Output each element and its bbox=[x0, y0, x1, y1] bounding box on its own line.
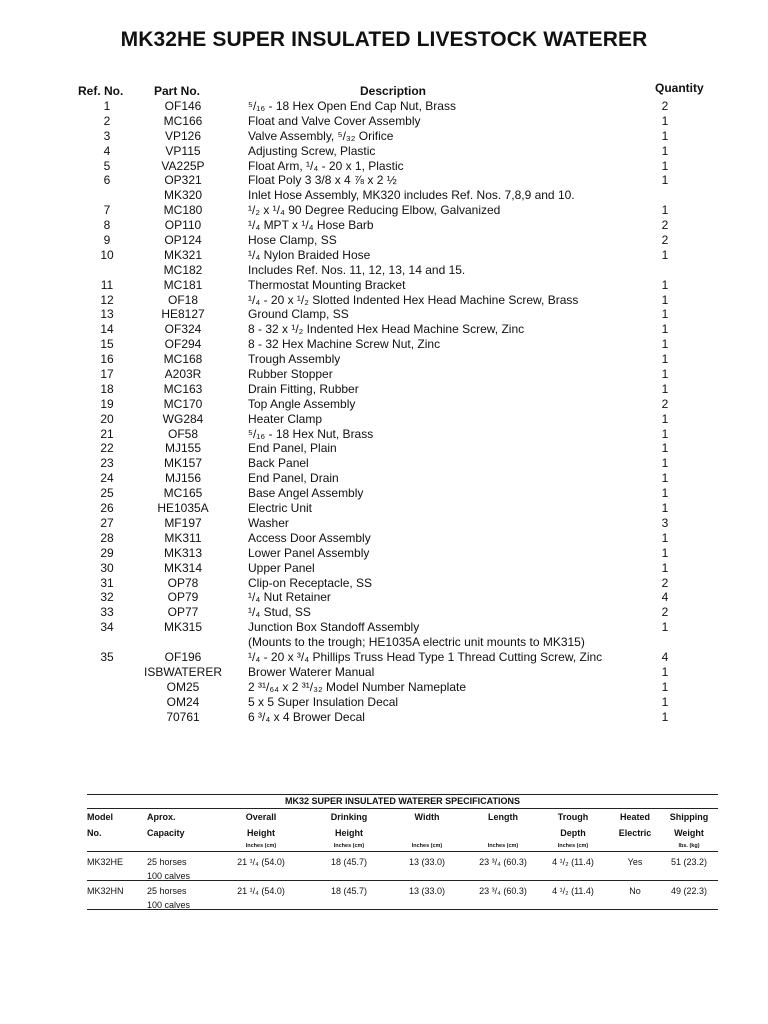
part-ref-no: 30 bbox=[100, 560, 114, 575]
part-description: ¹/₄ - 20 x ¹/₂ Slotted Indented Hex Head Machine Screw, Brass bbox=[248, 292, 579, 307]
part-ref-no: 28 bbox=[100, 530, 114, 545]
spec-capacity-2: 100 calves bbox=[147, 871, 191, 881]
part-quantity: 1 bbox=[661, 679, 669, 694]
spec-length: 23 ³/₄ (60.3) bbox=[479, 886, 527, 896]
spec-head-capacity-2: Capacity bbox=[147, 828, 185, 838]
part-quantity: 1 bbox=[661, 307, 669, 322]
part-quantity: 1 bbox=[661, 113, 669, 128]
part-description: 6 ³/₄ x 4 Brower Decal bbox=[248, 709, 365, 724]
part-number: OM25 bbox=[166, 679, 200, 694]
part-row bbox=[70, 367, 710, 382]
part-ref-no: 18 bbox=[100, 381, 114, 396]
part-description: Trough Assembly bbox=[248, 352, 341, 367]
spec-body bbox=[87, 852, 718, 910]
part-number: MK321 bbox=[163, 247, 203, 262]
spec-shipping-weight: 51 (23.2) bbox=[670, 857, 708, 867]
part-number: MC163 bbox=[163, 381, 203, 396]
part-ref-no: 29 bbox=[100, 545, 114, 560]
part-row bbox=[70, 665, 710, 680]
part-number: MK314 bbox=[163, 560, 203, 575]
spec-head-overall-2: Height bbox=[247, 828, 275, 838]
part-ref-no: 15 bbox=[100, 337, 114, 352]
part-number: MK157 bbox=[163, 456, 203, 471]
part-ref-no: 24 bbox=[100, 471, 114, 486]
part-row bbox=[70, 114, 710, 129]
part-number: HE8127 bbox=[161, 307, 205, 322]
part-description: Back Panel bbox=[248, 456, 309, 471]
part-number: MK313 bbox=[163, 545, 203, 560]
parts-body bbox=[70, 99, 710, 724]
header-description: Description bbox=[360, 84, 427, 98]
header-quantity: Quantity bbox=[655, 81, 704, 95]
part-ref-no: 6 bbox=[103, 173, 111, 188]
part-row bbox=[70, 486, 710, 501]
header-part-no: Part No. bbox=[154, 84, 201, 98]
spec-length: 23 ³/₄ (60.3) bbox=[479, 857, 527, 867]
part-quantity: 1 bbox=[661, 158, 669, 173]
part-ref-no: 34 bbox=[100, 620, 114, 635]
part-description: ¹/₄ Stud, SS bbox=[248, 605, 311, 620]
spec-model: MK32HN bbox=[87, 886, 124, 896]
part-row bbox=[70, 293, 710, 308]
spec-head-trough-2: Depth bbox=[560, 828, 586, 838]
part-description: Access Door Assembly bbox=[248, 530, 371, 545]
part-row bbox=[70, 546, 710, 561]
spec-drinking-height: 18 (45.7) bbox=[330, 857, 368, 867]
spec-drinking-height: 18 (45.7) bbox=[330, 886, 368, 896]
header-ref-no: Ref. No. bbox=[78, 84, 124, 98]
part-ref-no: 20 bbox=[100, 411, 114, 426]
part-quantity: 1 bbox=[661, 620, 669, 635]
part-ref-no: 4 bbox=[103, 143, 111, 158]
part-number: OP77 bbox=[167, 605, 199, 620]
part-quantity: 1 bbox=[661, 501, 669, 516]
part-quantity: 2 bbox=[661, 396, 669, 411]
part-description: End Panel, Drain bbox=[248, 471, 339, 486]
part-description: 5 x 5 Super Insulation Decal bbox=[248, 694, 399, 709]
part-ref-no: 32 bbox=[100, 590, 114, 605]
part-row bbox=[70, 501, 710, 516]
spec-row bbox=[87, 852, 718, 881]
part-row bbox=[70, 605, 710, 620]
part-description: Thermostat Mounting Bracket bbox=[248, 277, 406, 292]
spec-row bbox=[87, 881, 718, 910]
part-row bbox=[70, 263, 710, 278]
part-description: ⁵/₁₆ - 18 Hex Open End Cap Nut, Brass bbox=[248, 99, 456, 113]
part-ref-no: 12 bbox=[100, 292, 114, 307]
spec-overall-height: 21 ¹/₄ (54.0) bbox=[237, 857, 285, 867]
part-description: ¹/₂ x ¹/₄ 90 Degree Reducing Elbow, Galvanized bbox=[248, 203, 501, 218]
parts-header bbox=[70, 81, 710, 99]
part-description: ¹/₄ - 20 x ³/₄ Phillips Truss Head Type 1 Thread Cutting Screw, Zinc bbox=[248, 649, 603, 664]
part-row bbox=[70, 233, 710, 248]
part-ref-no: 13 bbox=[100, 307, 114, 322]
part-description: ¹/₄ Nylon Braided Hose bbox=[248, 247, 371, 262]
part-row bbox=[70, 337, 710, 352]
spec-head-capacity: Aprox. bbox=[147, 812, 176, 822]
part-quantity: 1 bbox=[661, 426, 669, 441]
part-quantity: 1 bbox=[661, 709, 669, 724]
spec-heated-electric: No bbox=[629, 886, 641, 896]
part-number: MC170 bbox=[163, 396, 203, 411]
part-description: 8 - 32 Hex Machine Screw Nut, Zinc bbox=[248, 337, 441, 352]
part-quantity: 2 bbox=[661, 99, 669, 113]
part-row bbox=[70, 590, 710, 605]
part-description: Float Arm, ¹/₄ - 20 x 1, Plastic bbox=[248, 158, 404, 173]
part-row bbox=[70, 531, 710, 546]
part-number: ISBWATERER bbox=[143, 664, 222, 679]
part-quantity: 1 bbox=[661, 173, 669, 188]
part-description: Heater Clamp bbox=[248, 411, 323, 426]
spec-head-heated: Heated bbox=[619, 812, 650, 822]
part-quantity: 1 bbox=[661, 337, 669, 352]
part-ref-no: 7 bbox=[103, 203, 111, 218]
part-row bbox=[70, 188, 710, 203]
part-number: OF18 bbox=[167, 292, 198, 307]
part-description: Valve Assembly, ⁵/₃₂ Orifice bbox=[248, 128, 394, 143]
part-description: Rubber Stopper bbox=[248, 367, 333, 382]
part-ref-no: 21 bbox=[100, 426, 114, 441]
part-number: 70761 bbox=[166, 709, 200, 724]
part-number: OF294 bbox=[164, 337, 202, 352]
spec-head-drinking-2: Height bbox=[335, 828, 363, 838]
part-number: MJ155 bbox=[164, 441, 202, 456]
part-number: WG284 bbox=[162, 411, 204, 426]
part-quantity: 1 bbox=[661, 203, 669, 218]
part-description: Ground Clamp, SS bbox=[248, 307, 349, 322]
part-quantity: 2 bbox=[661, 233, 669, 248]
part-number: OP124 bbox=[164, 233, 202, 248]
parts-list bbox=[70, 81, 710, 724]
part-number: MK311 bbox=[164, 530, 202, 545]
part-description: ¹/₄ Nut Retainer bbox=[248, 590, 331, 605]
part-number: OM24 bbox=[166, 694, 200, 709]
spec-overall-height: 21 ¹/₄ (54.0) bbox=[237, 886, 285, 896]
part-number: OF196 bbox=[164, 649, 202, 664]
part-row bbox=[70, 307, 710, 322]
part-quantity: 1 bbox=[661, 471, 669, 486]
part-description: End Panel, Plain bbox=[248, 441, 337, 456]
part-row bbox=[70, 144, 710, 159]
part-quantity: 1 bbox=[661, 560, 669, 575]
part-ref-no: 33 bbox=[100, 605, 114, 620]
part-quantity: 1 bbox=[661, 247, 669, 262]
spec-head-drinking: Drinking bbox=[330, 812, 368, 822]
part-row bbox=[70, 203, 710, 218]
spec-unit-width: Inches (cm) bbox=[411, 843, 443, 849]
spec-capacity: 25 horses bbox=[147, 886, 187, 896]
part-description: Hose Clamp, SS bbox=[248, 233, 337, 248]
part-quantity: 1 bbox=[661, 694, 669, 709]
spec-head-model: Model bbox=[87, 812, 113, 822]
part-ref-no: 35 bbox=[100, 649, 114, 664]
spec-heated-electric: Yes bbox=[627, 857, 643, 867]
part-quantity: 1 bbox=[661, 381, 669, 396]
part-ref-no: 31 bbox=[100, 575, 114, 590]
spec-unit-shipping: lbs. (kg) bbox=[678, 843, 700, 849]
part-row bbox=[70, 427, 710, 442]
part-ref-no: 27 bbox=[100, 515, 114, 530]
spec-unit-trough: Inches (cm) bbox=[557, 843, 589, 849]
spec-model: MK32HE bbox=[87, 857, 124, 867]
part-quantity: 4 bbox=[661, 649, 669, 664]
spec-head-width: Width bbox=[414, 812, 440, 822]
part-row bbox=[70, 218, 710, 233]
part-row bbox=[70, 129, 710, 144]
spec-header-row bbox=[87, 809, 718, 852]
part-quantity: 2 bbox=[661, 575, 669, 590]
spec-head-shipping: Shipping bbox=[669, 812, 709, 822]
part-ref-no: 5 bbox=[103, 158, 111, 173]
part-description: Upper Panel bbox=[248, 560, 315, 575]
part-quantity: 4 bbox=[661, 590, 669, 605]
part-row bbox=[70, 441, 710, 456]
part-ref-no: 22 bbox=[100, 441, 114, 456]
part-number: MC166 bbox=[163, 113, 203, 128]
spec-head-shipping-2: Weight bbox=[674, 828, 704, 838]
part-number: OP321 bbox=[164, 173, 202, 188]
part-number: MJ156 bbox=[164, 471, 202, 486]
part-row bbox=[70, 99, 710, 114]
part-ref-no: 9 bbox=[103, 233, 111, 248]
part-number: OF58 bbox=[167, 426, 198, 441]
part-row bbox=[70, 576, 710, 591]
part-row bbox=[70, 412, 710, 427]
part-quantity: 1 bbox=[661, 352, 669, 367]
part-number: VP126 bbox=[164, 128, 202, 143]
part-description: Electric Unit bbox=[248, 501, 313, 516]
part-ref-no: 25 bbox=[100, 486, 114, 501]
spec-capacity: 25 horses bbox=[147, 857, 187, 867]
part-number: OP78 bbox=[167, 575, 199, 590]
spec-width: 13 (33.0) bbox=[408, 886, 446, 896]
spec-trough-depth: 4 ¹/₂ (11.4) bbox=[552, 886, 594, 896]
part-description: Includes Ref. Nos. 11, 12, 13, 14 and 15. bbox=[248, 262, 466, 277]
part-ref-no: 16 bbox=[100, 352, 114, 367]
part-ref-no: 1 bbox=[103, 99, 111, 113]
part-ref-no: 14 bbox=[100, 322, 114, 337]
part-quantity: 2 bbox=[661, 605, 669, 620]
part-quantity: 1 bbox=[661, 367, 669, 382]
part-row bbox=[70, 173, 710, 188]
part-description: Top Angle Assembly bbox=[248, 396, 356, 411]
specifications-table bbox=[87, 794, 718, 910]
spec-unit-overall: Inches (cm) bbox=[245, 843, 277, 849]
part-quantity: 1 bbox=[661, 456, 669, 471]
part-number: HE1035A bbox=[157, 501, 209, 516]
spec-title: MK32 SUPER INSULATED WATERER SPECIFICATIONS bbox=[87, 794, 718, 809]
part-description: Inlet Hose Assembly, MK320 includes Ref. Nos. 7,8,9 and 10. bbox=[248, 188, 575, 203]
spec-head-overall: Overall bbox=[245, 812, 277, 822]
part-number: A203R bbox=[164, 367, 202, 382]
part-row bbox=[70, 248, 710, 263]
part-description: Float Poly 3 3/8 x 4 ⅞ x 2 ½ bbox=[248, 173, 397, 188]
part-quantity: 1 bbox=[661, 486, 669, 501]
spec-unit-drinking: Inches (cm) bbox=[333, 843, 365, 849]
part-quantity: 1 bbox=[661, 143, 669, 158]
part-row bbox=[70, 352, 710, 367]
part-number: MK320 bbox=[163, 188, 203, 203]
part-ref-no: 17 bbox=[100, 367, 114, 382]
part-number: VP115 bbox=[165, 143, 201, 158]
part-ref-no: 10 bbox=[100, 247, 114, 262]
part-row bbox=[70, 695, 710, 710]
part-ref-no: 11 bbox=[100, 277, 114, 292]
part-row bbox=[70, 397, 710, 412]
spec-head-length: Length bbox=[488, 812, 518, 822]
spec-width: 13 (33.0) bbox=[408, 857, 446, 867]
part-description: Drain Fitting, Rubber bbox=[248, 381, 359, 396]
part-description: Float and Valve Cover Assembly bbox=[248, 113, 421, 128]
part-row bbox=[70, 159, 710, 174]
part-description: Washer bbox=[248, 515, 289, 530]
part-number: MC181 bbox=[163, 277, 203, 292]
part-row bbox=[70, 680, 710, 695]
part-quantity: 1 bbox=[661, 441, 669, 456]
part-row bbox=[70, 322, 710, 337]
part-ref-no: 3 bbox=[103, 128, 111, 143]
part-row bbox=[70, 561, 710, 576]
part-quantity: 1 bbox=[661, 277, 669, 292]
part-description: 8 - 32 x ¹/₂ Indented Hex Head Machine Screw, Zinc bbox=[248, 322, 525, 337]
part-number: VA225P bbox=[161, 158, 205, 173]
part-description: Lower Panel Assembly bbox=[248, 545, 370, 560]
part-number: MC165 bbox=[163, 486, 203, 501]
spec-head-model-2: No. bbox=[87, 828, 102, 838]
part-quantity: 1 bbox=[661, 322, 669, 337]
spec-head-trough: Trough bbox=[557, 812, 589, 822]
part-quantity: 1 bbox=[661, 292, 669, 307]
spec-head-heated-2: Electric bbox=[618, 828, 652, 838]
spec-capacity-2: 100 calves bbox=[147, 900, 191, 910]
part-row bbox=[70, 650, 710, 665]
part-number: OP79 bbox=[167, 590, 199, 605]
part-ref-no: 26 bbox=[100, 501, 114, 516]
part-description: ¹/₄ MPT x ¹/₄ Hose Barb bbox=[248, 218, 374, 233]
part-number: MF197 bbox=[164, 515, 202, 530]
part-quantity: 3 bbox=[661, 515, 669, 530]
part-description: Clip-on Receptacle, SS bbox=[248, 575, 373, 590]
part-number: OP110 bbox=[164, 218, 202, 233]
part-row bbox=[70, 456, 710, 471]
part-ref-no: 19 bbox=[100, 396, 114, 411]
part-row bbox=[70, 516, 710, 531]
spec-shipping-weight: 49 (22.3) bbox=[670, 886, 708, 896]
page-title: MK32HE SUPER INSULATED LIVESTOCK WATERER bbox=[120, 28, 648, 51]
part-quantity: 1 bbox=[661, 411, 669, 426]
spec-unit-length: Inches (cm) bbox=[487, 843, 519, 849]
part-description: Base Angel Assembly bbox=[248, 486, 364, 501]
part-row bbox=[70, 620, 710, 635]
part-quantity: 1 bbox=[661, 530, 669, 545]
part-description: Junction Box Standoff Assembly bbox=[248, 620, 420, 635]
part-quantity: 1 bbox=[661, 128, 669, 143]
part-quantity: 1 bbox=[661, 545, 669, 560]
part-quantity: 1 bbox=[661, 664, 669, 679]
part-ref-no: 2 bbox=[103, 113, 111, 128]
part-description: (Mounts to the trough; HE1035A electric unit mounts to MK315) bbox=[248, 635, 585, 650]
part-number: MC182 bbox=[163, 262, 203, 277]
part-row bbox=[70, 635, 710, 650]
part-number: MC168 bbox=[163, 352, 203, 367]
part-row bbox=[70, 278, 710, 293]
part-quantity: 2 bbox=[661, 218, 669, 233]
part-ref-no: 23 bbox=[100, 456, 114, 471]
part-row bbox=[70, 471, 710, 486]
part-row bbox=[70, 382, 710, 397]
part-ref-no: 8 bbox=[103, 218, 111, 233]
spec-trough-depth: 4 ¹/₂ (11.4) bbox=[552, 857, 594, 867]
part-number: MK315 bbox=[163, 620, 203, 635]
part-number: MC180 bbox=[163, 203, 203, 218]
part-description: 2 ³¹/₆₄ x 2 ³¹/₃₂ Model Number Nameplate bbox=[248, 679, 467, 694]
part-description: Adjusting Screw, Plastic bbox=[248, 143, 376, 158]
part-number: OF146 bbox=[164, 99, 202, 113]
part-row bbox=[70, 710, 710, 725]
part-number: OF324 bbox=[164, 322, 202, 337]
part-description: ⁵/₁₆ - 18 Hex Nut, Brass bbox=[248, 426, 374, 441]
part-description: Brower Waterer Manual bbox=[248, 664, 375, 679]
